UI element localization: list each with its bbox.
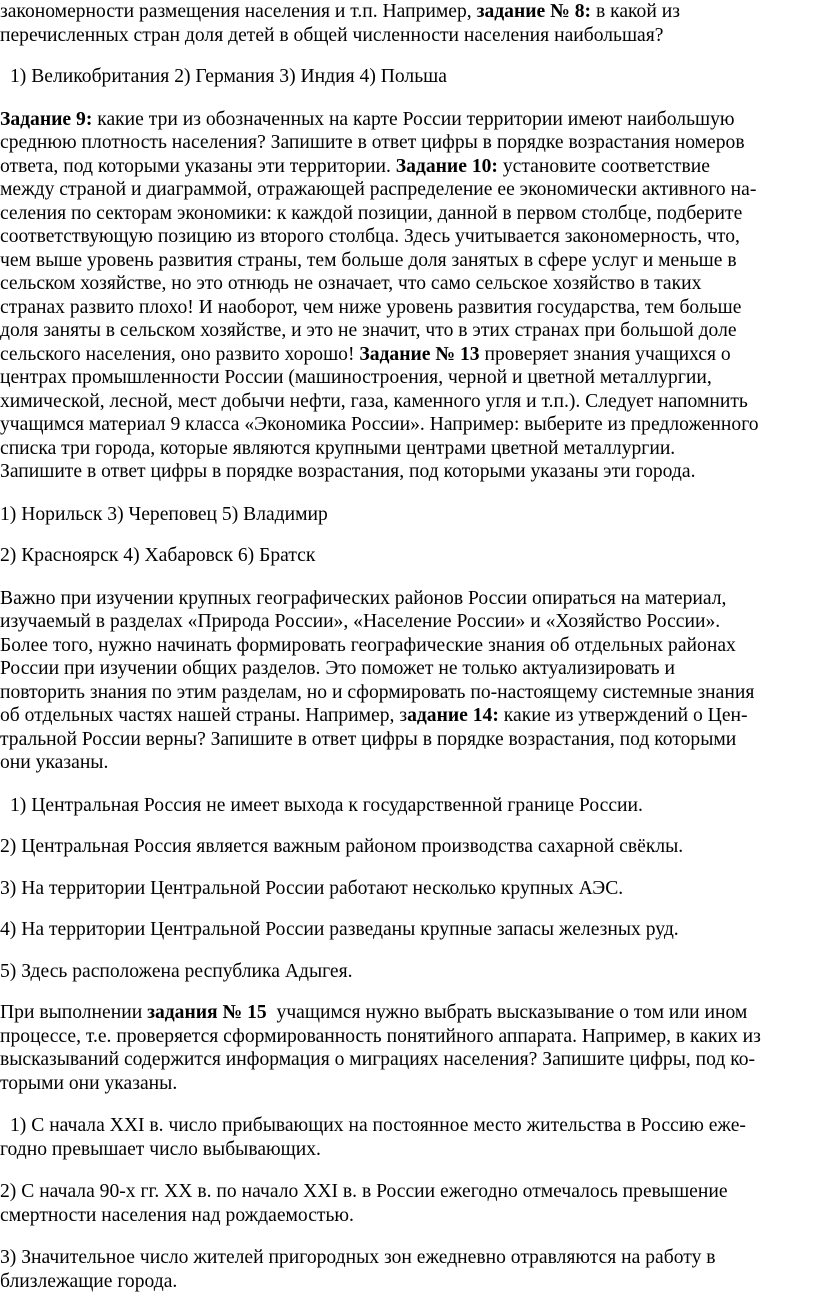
text: они указаны. xyxy=(0,751,816,775)
text: закономерности размещения населения и т.п. Например, xyxy=(0,1,477,22)
statement-migration-1 xyxy=(0,1114,816,1161)
text: Более того, нужно начинать формировать географические знания об отдельных районах xyxy=(0,634,816,658)
text: сельском хозяйстве, но это отнюдь не означает, что само сельское хозяйство в таких xyxy=(0,272,816,296)
statement-1: 1) Центральная Россия не имеет выхода к государственной границе России. xyxy=(0,794,816,818)
statement-migration-2 xyxy=(0,1180,816,1227)
text: перечисленных стран доля детей в общей численности населения наибольшая? xyxy=(0,24,816,48)
text: Запишите в ответ цифры в порядке возрастания, под которыми указаны эти города. xyxy=(0,460,816,484)
text: списка три города, которые являются крупными центрами цветной металлургии. xyxy=(0,437,816,461)
text: высказываний содержится информация о миграциях населения? Запишите цифры, под ко- xyxy=(0,1048,816,1072)
task-label: задания № 15 xyxy=(147,1002,267,1023)
text: учащимся нужно выбрать высказывание о том или ином xyxy=(267,1002,748,1023)
text: сельского населения, оно развито хорошо! xyxy=(0,344,359,365)
text: между страной и диаграммой, отражающей распределение ее экономически активного на- xyxy=(0,178,816,202)
text: соответствующую позицию из второго столбца. Здесь учитывается закономерность, что, xyxy=(0,225,816,249)
text: ответа, под которыми указаны эти территории. xyxy=(0,156,396,177)
text: 3) Значительное число жителей пригородных зон ежедневно отравляются на работу в xyxy=(0,1246,816,1270)
text: селения по секторам экономики: к каждой позиции, данной в первом столбце, подберите xyxy=(0,202,816,226)
paragraph-tasks-9-13 xyxy=(0,108,816,484)
statement-3: 3) На территории Центральной России работают несколько крупных АЭС. xyxy=(0,877,816,901)
text: центрах промышленности России (машиностроения, черной и цветной металлургии, xyxy=(0,366,816,390)
answer-options-task-13-b: 2) Красноярск 4) Хабаровск 6) Братск xyxy=(0,544,816,568)
task-label: Задание № 13 xyxy=(359,344,479,365)
text: России при изучении общих разделов. Это поможет не только актуализировать и xyxy=(0,657,816,681)
text: торыми они указаны. xyxy=(0,1072,816,1096)
paragraph-task-8 xyxy=(0,0,816,47)
text: При выполнении xyxy=(0,1002,147,1023)
text: близлежащие города. xyxy=(0,1270,816,1293)
paragraph-task-15 xyxy=(0,1001,816,1095)
statement-5: 5) Здесь расположена республика Адыгея. xyxy=(0,960,816,984)
text: повторить знания по этим разделам, но и сформировать по-настоящему системные знания xyxy=(0,681,816,705)
text: какие из утверждений о Цен- xyxy=(499,705,748,726)
text: 2) С начала 90-х гг. XX в. по начало XXI в. в России ежегодно отмечалось превышение xyxy=(0,1180,816,1204)
text: учащимся материал 9 класса «Экономика России». Например: выберите из предложенного xyxy=(0,413,816,437)
text: доля заняты в сельском хозяйстве, и это не значит, что в этих странах при большой доле xyxy=(0,319,816,343)
text: изучаемый в разделах «Природа России», «Население России» и «Хозяйство России». xyxy=(0,610,816,634)
answer-options-task-13-a: 1) Норильск 3) Череповец 5) Владимир xyxy=(0,503,816,527)
text: Важно при изучении крупных географических районов России опираться на материал, xyxy=(0,587,816,611)
text: об отдельных частях нашей страны. Например, з xyxy=(0,705,407,726)
text: чем выше уровень развития страны, тем больше доля занятых в сфере услуг и меньше в xyxy=(0,249,816,273)
text: 1) С начала XXI в. число прибывающих на постоянное место жительства в Россию еже- xyxy=(10,1114,816,1138)
statement-4: 4) На территории Центральной России разведаны крупные запасы железных руд. xyxy=(0,918,816,942)
text: тральной России верны? Запишите в ответ цифры в порядке возрастания, под которыми xyxy=(0,728,816,752)
text: какие три из обозначенных на карте России территории имеют наибольшую xyxy=(92,109,734,130)
task-label: задание № 8: xyxy=(477,1,591,22)
paragraph-task-14 xyxy=(0,587,816,775)
text: химической, лесной, мест добычи нефти, газа, каменного угля и т.п.). Следует напомнить xyxy=(0,390,816,414)
statement-2: 2) Центральная Россия является важным районом производства сахарной свёклы. xyxy=(0,835,816,859)
text: среднюю плотность населения? Запишите в ответ цифры в порядке возрастания номеров xyxy=(0,131,816,155)
answer-options-task-8: 1) Великобритания 2) Германия 3) Индия 4) Польша xyxy=(0,65,816,89)
task-label: Задание 10: xyxy=(396,156,498,177)
task-label: Задание 9: xyxy=(0,109,92,130)
text: годно превышает число выбывающих. xyxy=(0,1138,816,1162)
task-label: адание 14: xyxy=(407,705,499,726)
text: странах развито плохо! И наоборот, чем ниже уровень развития государства, тем больше xyxy=(0,296,816,320)
text: установите соответствие xyxy=(498,156,710,177)
statement-migration-3 xyxy=(0,1246,816,1293)
text: процессе, т.е. проверяется сформированность понятийного аппарата. Например, в каких из xyxy=(0,1025,816,1049)
text: смертности населения над рождаемостью. xyxy=(0,1204,816,1228)
text: проверяет знания учащихся о xyxy=(480,344,731,365)
text: в какой из xyxy=(591,1,680,22)
